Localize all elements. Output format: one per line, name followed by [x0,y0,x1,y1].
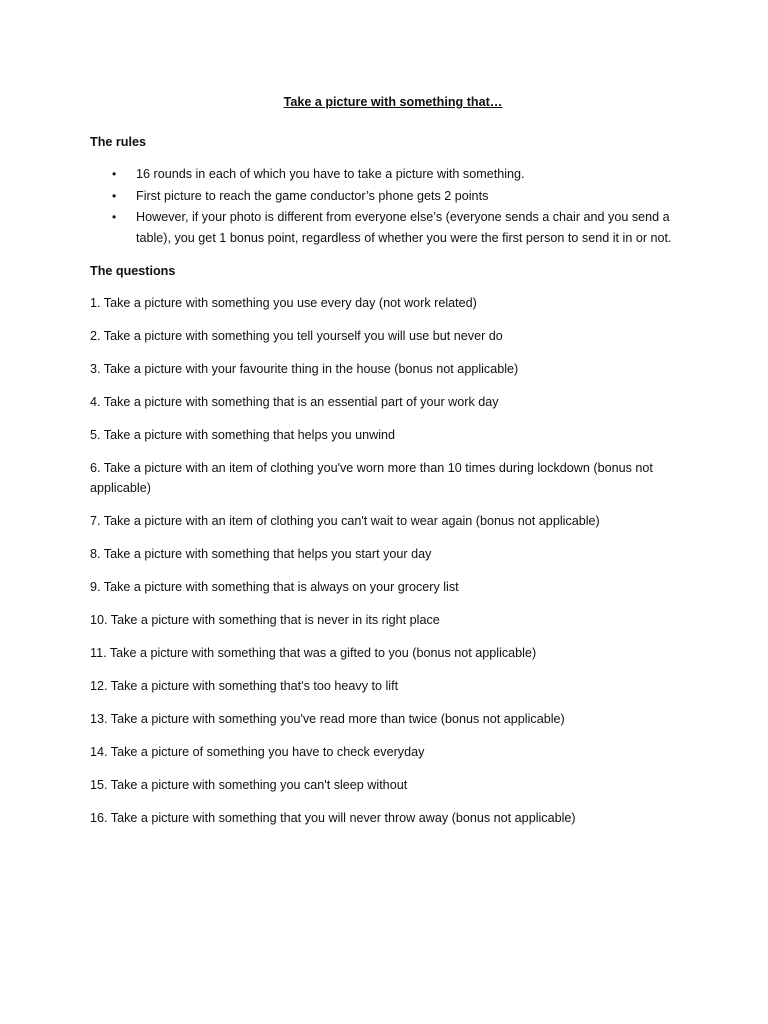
question-item: 2. Take a picture with something you tell yourself you will use but never do [90,329,503,343]
question-item: 8. Take a picture with something that helps you start your day [90,547,432,561]
rule-text: However, if your photo is different from everyone else’s (everyone sends a chair and you send a table), you get 1 bonus point, regardless of whether you were the first person to send it in or not. [136,210,672,245]
question-item: 6. Take a picture with an item of clothing you've worn more than 10 times during lockdown (bonus not applicable) [90,461,653,495]
rule-item [90,186,690,207]
question-item: 14. Take a picture of something you have to check everyday [90,745,425,759]
question-item: 12. Take a picture with something that's too heavy to lift [90,679,399,693]
rule-item [90,207,690,248]
question-item: 10. Take a picture with something that is never in its right place [90,613,440,627]
question-item: 3. Take a picture with your favourite thing in the house (bonus not applicable) [90,362,519,376]
question-item: 5. Take a picture with something that helps you unwind [90,428,395,442]
question-item: 15. Take a picture with something you can't sleep without [90,778,408,792]
document-title: Take a picture with something that… [283,95,503,109]
bullet-icon: • [112,188,117,203]
questions-heading: The questions [90,264,176,278]
question-item: 9. Take a picture with something that is always on your grocery list [90,580,459,594]
rules-list [90,164,690,248]
question-item: 1. Take a picture with something you use every day (not work related) [90,296,477,310]
rule-text: First picture to reach the game conductor’s phone gets 2 points [136,188,489,203]
question-item: 7. Take a picture with an item of clothing you can't wait to wear again (bonus not applicable) [90,514,600,528]
question-item: 4. Take a picture with something that is an essential part of your work day [90,395,499,409]
question-item: 11. Take a picture with something that was a gifted to you (bonus not applicable) [90,646,537,660]
questions-list [90,293,690,828]
question-item: 16. Take a picture with something that you will never throw away (bonus not applicable) [90,811,576,825]
question-item: 13. Take a picture with something you've read more than twice (bonus not applicable) [90,712,565,726]
rule-text: 16 rounds in each of which you have to take a picture with something. [136,167,525,181]
document-page [90,92,690,841]
bullet-icon: • [112,210,117,224]
rule-item [90,164,690,185]
rules-heading: The rules [90,135,146,149]
bullet-icon: • [112,167,117,181]
